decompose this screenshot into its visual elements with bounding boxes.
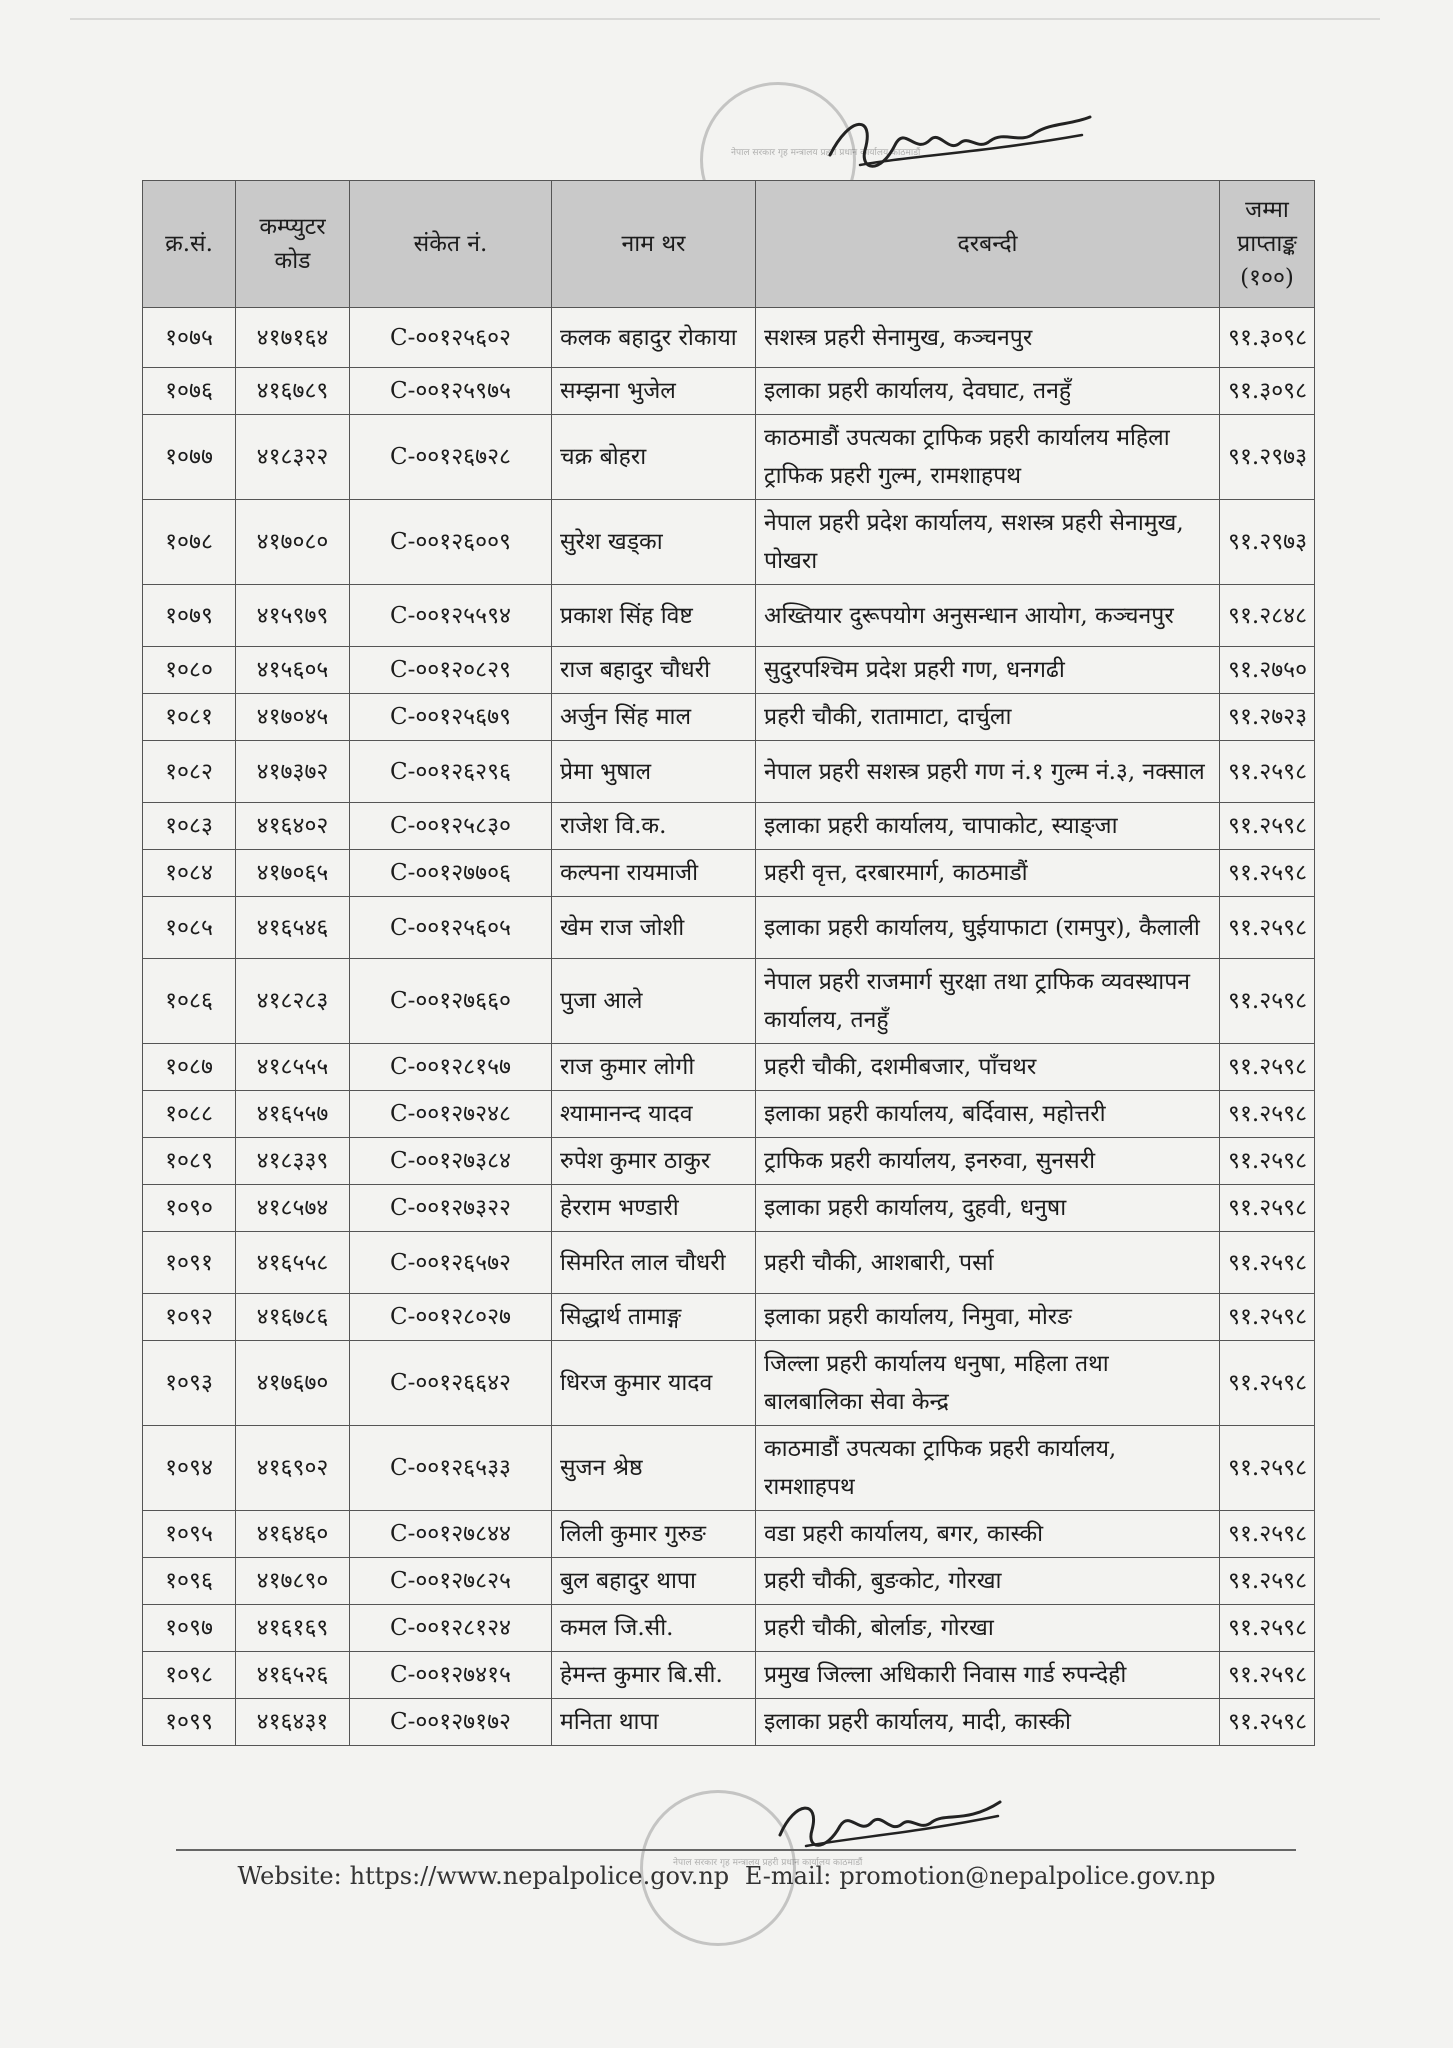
cell-computer-code: ४१७०४५ [236, 694, 350, 741]
cell-name: हेमन्त कुमार बि.सी. [552, 1652, 756, 1699]
cell-symbol-no: C-००१२६५७२ [350, 1232, 552, 1294]
cell-sn: १०९५ [143, 1511, 236, 1558]
cell-total-marks: ९१.२५९८ [1220, 1091, 1315, 1138]
cell-computer-code: ४१५९७९ [236, 585, 350, 647]
cell-symbol-no: C-००१२५६०२ [350, 308, 552, 368]
cell-posting: वडा प्रहरी कार्यालय, बगर, कास्की [756, 1511, 1220, 1558]
table-row [143, 1341, 1315, 1426]
cell-symbol-no: C-००१२७८२५ [350, 1558, 552, 1605]
cell-symbol-no: C-००१२७८४४ [350, 1511, 552, 1558]
cell-computer-code: ४१६५४६ [236, 897, 350, 959]
cell-name: पुजा आले [552, 959, 756, 1044]
cell-posting: प्रहरी चौकी, दशमीबजार, पाँचथर [756, 1044, 1220, 1091]
cell-total-marks: ९१.२५९८ [1220, 1652, 1315, 1699]
cell-posting: काठमाडौं उपत्यका ट्राफिक प्रहरी कार्यालय महिला ट्राफिक प्रहरी गुल्म, रामशाहपथ [756, 415, 1220, 500]
cell-total-marks: ९१.२५९८ [1220, 1138, 1315, 1185]
table-header-row [143, 181, 1315, 308]
cell-name: खेम राज जोशी [552, 897, 756, 959]
cell-name: प्रकाश सिंह विष्ट [552, 585, 756, 647]
cell-sn: १०८४ [143, 850, 236, 897]
cell-posting: इलाका प्रहरी कार्यालय, घुईयाफाटा (रामपुर), कैलाली [756, 897, 1220, 959]
cell-total-marks: ९१.२७२३ [1220, 694, 1315, 741]
cell-posting: इलाका प्रहरी कार्यालय, बर्दिवास, महोत्तरी [756, 1091, 1220, 1138]
table-row [143, 1044, 1315, 1091]
cell-sn: १०७७ [143, 415, 236, 500]
table-row [143, 1185, 1315, 1232]
cell-name: सिद्धार्थ तामाङ्ग [552, 1294, 756, 1341]
cell-posting: सुदुरपश्चिम प्रदेश प्रहरी गण, धनगढी [756, 647, 1220, 694]
table-row [143, 959, 1315, 1044]
table-row [143, 1232, 1315, 1294]
cell-sn: १०८२ [143, 741, 236, 803]
cell-computer-code: ४१६७८६ [236, 1294, 350, 1341]
cell-computer-code: ४१७०८० [236, 500, 350, 585]
cell-total-marks: ९१.२९७३ [1220, 500, 1315, 585]
cell-symbol-no: C-००१२७४१५ [350, 1652, 552, 1699]
table-row [143, 897, 1315, 959]
cell-computer-code: ४१५६०५ [236, 647, 350, 694]
cell-posting: काठमाडौं उपत्यका ट्राफिक प्रहरी कार्यालय, रामशाहपथ [756, 1426, 1220, 1511]
cell-name: सुरेश खड्का [552, 500, 756, 585]
cell-name: राजेश वि.क. [552, 803, 756, 850]
seal-text: नेपाल सरकार गृह मन्त्रालय प्रहरी प्रधान कार्यालय काठमाडौं [731, 148, 921, 158]
cell-total-marks: ९१.२५९८ [1220, 1699, 1315, 1746]
cell-sn: १०९६ [143, 1558, 236, 1605]
cell-sn: १०८३ [143, 803, 236, 850]
cell-posting: जिल्ला प्रहरी कार्यालय धनुषा, महिला तथा बालबालिका सेवा केन्द्र [756, 1341, 1220, 1426]
table-row [143, 1652, 1315, 1699]
table-row [143, 1138, 1315, 1185]
cell-computer-code: ४१८५७४ [236, 1185, 350, 1232]
cell-computer-code: ४१८३३९ [236, 1138, 350, 1185]
cell-computer-code: ४१७१६४ [236, 308, 350, 368]
cell-posting: इलाका प्रहरी कार्यालय, मादी, कास्की [756, 1699, 1220, 1746]
cell-posting: प्रहरी चौकी, रातामाटा, दार्चुला [756, 694, 1220, 741]
cell-name: अर्जुन सिंह माल [552, 694, 756, 741]
cell-symbol-no: C-००१२५८३० [350, 803, 552, 850]
cell-posting: इलाका प्रहरी कार्यालय, निमुवा, मोरङ [756, 1294, 1220, 1341]
cell-computer-code: ४१६५५७ [236, 1091, 350, 1138]
cell-total-marks: ९१.२५९८ [1220, 897, 1315, 959]
cell-posting: इलाका प्रहरी कार्यालय, दुहवी, धनुषा [756, 1185, 1220, 1232]
cell-name: प्रेमा भुषाल [552, 741, 756, 803]
table-row [143, 850, 1315, 897]
cell-total-marks: ९१.२५९८ [1220, 1341, 1315, 1426]
cell-total-marks: ९१.२५९८ [1220, 803, 1315, 850]
cell-sn: १०८८ [143, 1091, 236, 1138]
cell-total-marks: ९१.२९७३ [1220, 415, 1315, 500]
cell-sn: १०८० [143, 647, 236, 694]
cell-total-marks: ९१.२५९८ [1220, 1426, 1315, 1511]
header-computer-code: कम्प्युटर कोड [236, 181, 350, 308]
header-total-marks: जम्मा प्राप्ताङ्क (१००) [1220, 181, 1315, 308]
table-row [143, 647, 1315, 694]
cell-total-marks: ९१.२८४८ [1220, 585, 1315, 647]
table-row [143, 1511, 1315, 1558]
cell-name: रुपेश कुमार ठाकुर [552, 1138, 756, 1185]
cell-symbol-no: C-००१२७३२२ [350, 1185, 552, 1232]
results-table [142, 180, 1315, 1746]
cell-computer-code: ४१८३२२ [236, 415, 350, 500]
cell-symbol-no: C-००१२८०२७ [350, 1294, 552, 1341]
cell-sn: १०९१ [143, 1232, 236, 1294]
cell-computer-code: ४१६४०२ [236, 803, 350, 850]
cell-sn: १०८६ [143, 959, 236, 1044]
cell-total-marks: ९१.२५९८ [1220, 959, 1315, 1044]
cell-total-marks: ९१.२५९८ [1220, 1232, 1315, 1294]
cell-symbol-no: C-००१२५६०५ [350, 897, 552, 959]
cell-name: सम्झना भुजेल [552, 368, 756, 415]
footer-divider [176, 1849, 1296, 1851]
cell-total-marks: ९१.२५९८ [1220, 741, 1315, 803]
cell-computer-code: ४१६५५८ [236, 1232, 350, 1294]
cell-symbol-no: C-००१२६५३३ [350, 1426, 552, 1511]
cell-name: लिली कुमार गुरुङ [552, 1511, 756, 1558]
cell-name: सिमरित लाल चौधरी [552, 1232, 756, 1294]
cell-sn: १०८७ [143, 1044, 236, 1091]
table-row [143, 694, 1315, 741]
cell-name: हेरराम भण्डारी [552, 1185, 756, 1232]
cell-symbol-no: C-००१२७१७२ [350, 1699, 552, 1746]
cell-sn: १०७९ [143, 585, 236, 647]
cell-posting: नेपाल प्रहरी सशस्त्र प्रहरी गण नं.१ गुल्म नं.३, नक्साल [756, 741, 1220, 803]
cell-sn: १०९३ [143, 1341, 236, 1426]
cell-total-marks: ९१.३०९८ [1220, 368, 1315, 415]
header-posting: दरबन्दी [756, 181, 1220, 308]
cell-symbol-no: C-००१२७६६० [350, 959, 552, 1044]
cell-sn: १०९० [143, 1185, 236, 1232]
cell-posting: ट्राफिक प्रहरी कार्यालय, इनरुवा, सुनसरी [756, 1138, 1220, 1185]
table-row [143, 500, 1315, 585]
cell-name: चक्र बोहरा [552, 415, 756, 500]
cell-symbol-no: C-००१२७३८४ [350, 1138, 552, 1185]
cell-name: कमल जि.सी. [552, 1605, 756, 1652]
cell-computer-code: ४१८५५५ [236, 1044, 350, 1091]
table-row [143, 1294, 1315, 1341]
cell-symbol-no: C-००१२६६४२ [350, 1341, 552, 1426]
table-row [143, 585, 1315, 647]
cell-sn: १०९२ [143, 1294, 236, 1341]
cell-sn: १०७५ [143, 308, 236, 368]
cell-computer-code: ४१७०६५ [236, 850, 350, 897]
cell-total-marks: ९१.२५९८ [1220, 850, 1315, 897]
cell-symbol-no: C-००१२७७०६ [350, 850, 552, 897]
cell-symbol-no: C-००१२५६७९ [350, 694, 552, 741]
header-sn: क्र.सं. [143, 181, 236, 308]
table-row [143, 741, 1315, 803]
table-row [143, 1558, 1315, 1605]
table-row [143, 1699, 1315, 1746]
cell-total-marks: ९१.३०९८ [1220, 308, 1315, 368]
cell-sn: १०९९ [143, 1699, 236, 1746]
table-row [143, 803, 1315, 850]
cell-total-marks: ९१.२५९८ [1220, 1605, 1315, 1652]
cell-computer-code: ४१६४३१ [236, 1699, 350, 1746]
cell-name: धिरज कुमार यादव [552, 1341, 756, 1426]
cell-computer-code: ४१६७८९ [236, 368, 350, 415]
website-link[interactable]: https://www.nepalpolice.gov.np [349, 1862, 730, 1890]
cell-name: बुल बहादुर थापा [552, 1558, 756, 1605]
cell-name: सुजन श्रेष्ठ [552, 1426, 756, 1511]
cell-computer-code: ४१६५२६ [236, 1652, 350, 1699]
cell-name: मनिता थापा [552, 1699, 756, 1746]
cell-posting: सशस्त्र प्रहरी सेनामुख, कञ्चनपुर [756, 308, 1220, 368]
cell-sn: १०८१ [143, 694, 236, 741]
cell-posting: प्रहरी चौकी, बोर्लाङ, गोरखा [756, 1605, 1220, 1652]
cell-name: कलक बहादुर रोकाया [552, 308, 756, 368]
cell-sn: १०८५ [143, 897, 236, 959]
cell-symbol-no: C-००१२८१५७ [350, 1044, 552, 1091]
email-link[interactable]: promotion@nepalpolice.gov.np [839, 1862, 1216, 1890]
cell-name: राज बहादुर चौधरी [552, 647, 756, 694]
table-row [143, 368, 1315, 415]
table-row [143, 1091, 1315, 1138]
table-row [143, 308, 1315, 368]
header-symbol-no: संकेत नं. [350, 181, 552, 308]
cell-computer-code: ४१७३७२ [236, 741, 350, 803]
cell-total-marks: ९१.२७५० [1220, 647, 1315, 694]
cell-symbol-no: C-००१२५९७५ [350, 368, 552, 415]
email-label: E-mail: [744, 1862, 832, 1890]
cell-posting: प्रहरी चौकी, आशबारी, पर्सा [756, 1232, 1220, 1294]
cell-symbol-no: C-००१२८१२४ [350, 1605, 552, 1652]
cell-posting: प्रहरी चौकी, बुङकोट, गोरखा [756, 1558, 1220, 1605]
cell-name: कल्पना रायमाजी [552, 850, 756, 897]
table-row [143, 1426, 1315, 1511]
cell-symbol-no: C-००१२६००९ [350, 500, 552, 585]
cell-symbol-no: C-००१२६७२८ [350, 415, 552, 500]
cell-computer-code: ४१७६७० [236, 1341, 350, 1426]
cell-symbol-no: C-००१२७२४८ [350, 1091, 552, 1138]
cell-sn: १०८९ [143, 1138, 236, 1185]
cell-symbol-no: C-००१२६२९६ [350, 741, 552, 803]
cell-posting: इलाका प्रहरी कार्यालय, चापाकोट, स्याङ्जा [756, 803, 1220, 850]
cell-total-marks: ९१.२५९८ [1220, 1558, 1315, 1605]
cell-posting: प्रहरी वृत्त, दरबारमार्ग, काठमाडौं [756, 850, 1220, 897]
cell-sn: १०९४ [143, 1426, 236, 1511]
cell-computer-code: ४१६४६० [236, 1511, 350, 1558]
page-footer [0, 1862, 1453, 1890]
cell-sn: १०७६ [143, 368, 236, 415]
header-name: नाम थर [552, 181, 756, 308]
cell-computer-code: ४१८२८३ [236, 959, 350, 1044]
table-row [143, 415, 1315, 500]
cell-total-marks: ९१.२५९८ [1220, 1185, 1315, 1232]
cell-posting: इलाका प्रहरी कार्यालय, देवघाट, तनहुँ [756, 368, 1220, 415]
cell-computer-code: ४१६१६९ [236, 1605, 350, 1652]
cell-name: राज कुमार लोगी [552, 1044, 756, 1091]
cell-symbol-no: C-००१२०८२९ [350, 647, 552, 694]
cell-total-marks: ९१.२५९८ [1220, 1294, 1315, 1341]
cell-posting: अख्तियार दुरूपयोग अनुसन्धान आयोग, कञ्चनपुर [756, 585, 1220, 647]
cell-posting: नेपाल प्रहरी प्रदेश कार्यालय, सशस्त्र प्रहरी सेनामुख, पोखरा [756, 500, 1220, 585]
cell-sn: १०९७ [143, 1605, 236, 1652]
cell-computer-code: ४१६९०२ [236, 1426, 350, 1511]
seal-text: नेपाल सरकार गृह मन्त्रालय प्रहरी प्रधान कार्यालय काठमाडौं [673, 1858, 863, 1868]
cell-name: श्यामानन्द यादव [552, 1091, 756, 1138]
cell-total-marks: ९१.२५९८ [1220, 1511, 1315, 1558]
cell-posting: प्रमुख जिल्ला अधिकारी निवास गार्ड रुपन्देही [756, 1652, 1220, 1699]
cell-sn: १०७८ [143, 500, 236, 585]
cell-computer-code: ४१७८९० [236, 1558, 350, 1605]
cell-total-marks: ९१.२५९८ [1220, 1044, 1315, 1091]
table-row [143, 1605, 1315, 1652]
cell-sn: १०९८ [143, 1652, 236, 1699]
cell-symbol-no: C-००१२५५९४ [350, 585, 552, 647]
website-label: Website: [237, 1862, 342, 1890]
scan-edge [70, 18, 1380, 20]
cell-posting: नेपाल प्रहरी राजमार्ग सुरक्षा तथा ट्राफिक व्यवस्थापन कार्यालय, तनहुँ [756, 959, 1220, 1044]
